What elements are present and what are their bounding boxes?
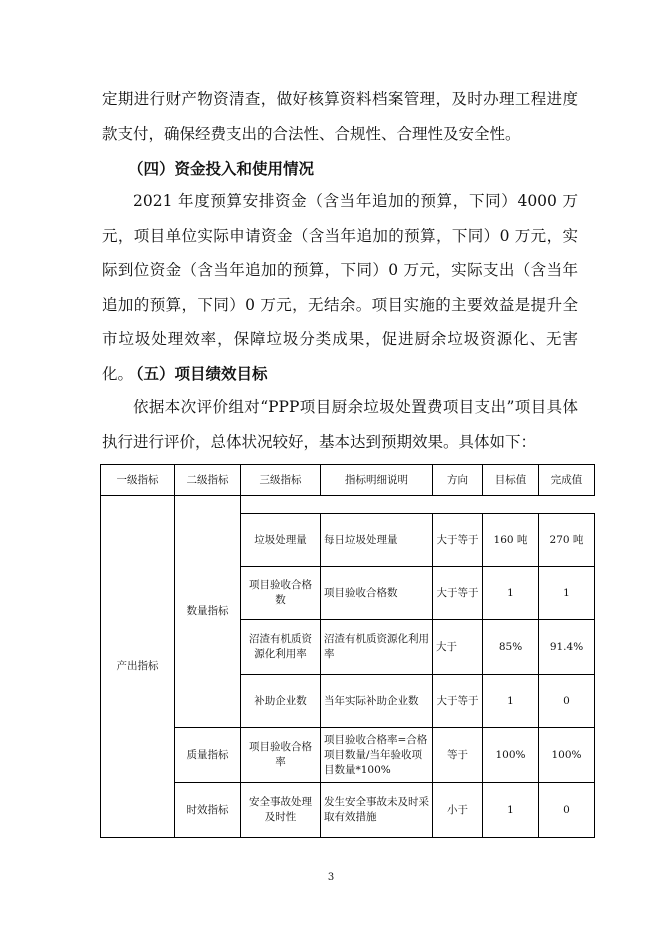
paragraph-2: 2021 年度预算安排资金（含当年追加的预算，下同）4000 万元，项目单位实际申请资金（含当年追加的预算，下同）0 万元，实际到位资金（含当年追加的预算，下同）0 万元，实际支出（含当年追加的预算，下同）0 万元，无结余。项目实施的主要效益是提升全市垃圾处理效率，保障垃圾分类成果，促进厨余垃圾资源化、无害化。: [102, 192, 578, 383]
cell-target: 100%: [483, 728, 539, 783]
cell-detail: 发生安全事故未及时采取有效措施: [321, 783, 433, 838]
cell-l3: 垃圾处理量: [241, 514, 321, 567]
cell-detail: 每日垃圾处理量: [321, 514, 433, 567]
header-detail: 指标明细说明: [321, 465, 433, 496]
cell-detail: 当年实际补助企业数: [321, 675, 433, 728]
cell-direction: 大于等于: [433, 514, 483, 567]
cell-l3: 沼渣有机质资源化利用率: [241, 620, 321, 675]
cell-actual: 100%: [539, 728, 595, 783]
header-actual: 完成值: [539, 465, 595, 496]
table-header-row: [101, 465, 595, 496]
cell-target: 1: [483, 567, 539, 620]
cell-actual: 91.4%: [539, 620, 595, 675]
cell-actual: 1: [539, 567, 595, 620]
performance-table: [100, 464, 595, 838]
cell-group-quantity: 数量指标: [175, 496, 241, 728]
cell-actual: 270 吨: [539, 514, 595, 567]
cell-detail: 沼渣有机质资源化利用率: [321, 620, 433, 675]
cell-detail: 项目验收合格率=合格项目数量/当年验收项目数量*100%: [321, 728, 433, 783]
cell-group-quality: 质量指标: [175, 728, 241, 783]
cell-direction: 小于: [433, 783, 483, 838]
cell-detail: 项目验收合格数: [321, 567, 433, 620]
cell-l3: 项目验收合格数: [241, 567, 321, 620]
cell-l3: 补助企业数: [241, 675, 321, 728]
heading-performance-goals: （五）项目绩效目标: [128, 365, 268, 383]
cell-direction: 大于: [433, 620, 483, 675]
table-spacer: [241, 496, 595, 514]
cell-l3: 安全事故处理及时性: [241, 783, 321, 838]
cell-target: 160 吨: [483, 514, 539, 567]
paragraph-3: 依据本次评价组对“PPP项目厨余垃圾处置费项目支出”项目具体执行进行评价，总体状况较好，基本达到预期效果。具体如下：: [102, 398, 578, 451]
cell-level1: 产出指标: [101, 496, 175, 838]
cell-direction: 大于等于: [433, 567, 483, 620]
cell-target: 85%: [483, 620, 539, 675]
table-row: [101, 496, 595, 514]
paragraph-1: 定期进行财产物资清查，做好核算资料档案管理，及时办理工程进度款支付，确保经费支出的合法性、合规性、合理性及安全性。: [102, 90, 578, 143]
cell-target: 1: [483, 675, 539, 728]
header-target: 目标值: [483, 465, 539, 496]
cell-actual: 0: [539, 675, 595, 728]
cell-l3: 项目验收合格率: [241, 728, 321, 783]
header-level3: 三级指标: [241, 465, 321, 496]
page-number: 3: [327, 872, 335, 883]
cell-target: 1: [483, 783, 539, 838]
cell-actual: 0: [539, 783, 595, 838]
cell-group-timeliness: 时效指标: [175, 783, 241, 838]
header-level2: 二级指标: [175, 465, 241, 496]
table-row: [101, 783, 595, 838]
header-direction: 方向: [433, 465, 483, 496]
cell-direction: 等于: [433, 728, 483, 783]
table-row: [101, 728, 595, 783]
header-level1: 一级指标: [101, 465, 175, 496]
cell-direction: 大于等于: [433, 675, 483, 728]
heading-funding: （四）资金投入和使用情况: [128, 160, 315, 178]
